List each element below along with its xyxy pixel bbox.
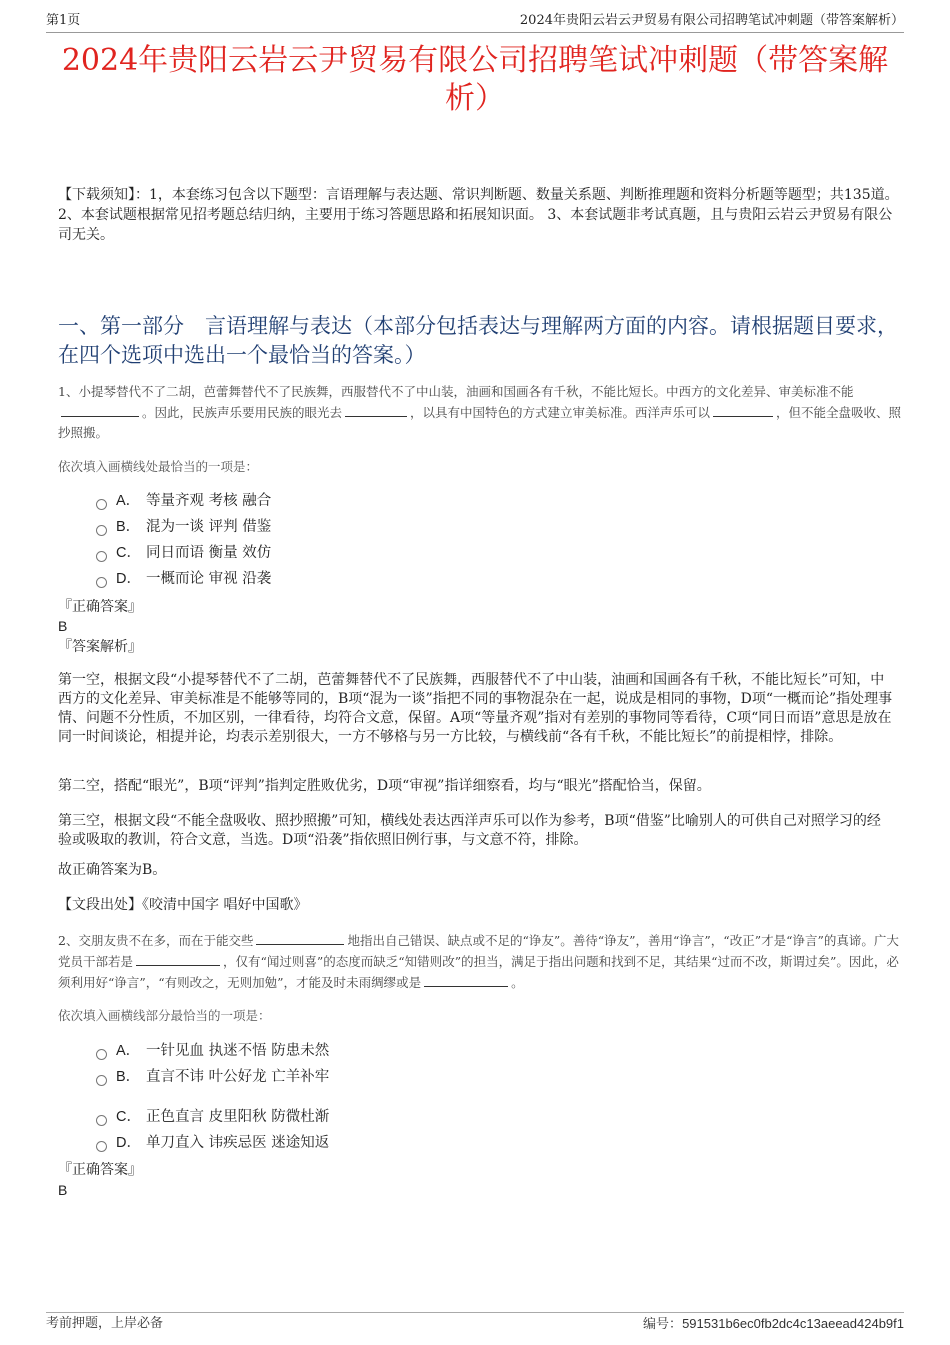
q1-analysis-para-4: 故正确答案为B。 <box>58 862 167 878</box>
option-letter: A． <box>116 493 141 509</box>
q2-stem-part-a: 2、交朋友贵不在多，而在于能交些 <box>58 933 254 948</box>
option-letter: A． <box>116 1043 141 1059</box>
q2-stem-part-d: 。 <box>511 975 524 990</box>
footer-code <box>643 1315 904 1334</box>
download-notice: 【下载须知】：1，本套练习包含以下题型：言语理解与表达题、常识判断题、数量关系题、判断推理题和资料分析题等题型；共135道。 2、本套试题根据常见招考题总结归纳，主要用于练习答题思路和拓展知识面。 3、本套试题非考试真题，且与贵阳云岩云尹贸易有限公司无关。 <box>58 187 899 243</box>
q1-source: 【文段出处】《咬清中国字 唱好中国歌》 <box>58 897 308 913</box>
option-text: 直言不讳 叶公好龙 亡羊补牢 <box>146 1069 330 1085</box>
q2-answer-label: 『正确答案』 <box>58 1162 142 1178</box>
section-title: 一、第一部分 言语理解与表达（本部分包括表达与理解两方面的内容。请根据题目要求，在四个选项中选出一个最恰当的答案。） <box>58 314 898 367</box>
radio-icon[interactable] <box>96 551 107 562</box>
q2-stem-part-b: 地指出自己错误、缺点或不足的“诤友”。善待“诤友”，善用“诤言”，“改正”才是“诤言”的真谛。广大党员干部若是 <box>58 933 899 969</box>
q1-stem-part-b: 。因此，民族声乐要用民族的眼光去 <box>142 405 343 420</box>
q2-option-a[interactable] <box>96 1041 329 1061</box>
option-text: 等量齐观 考核 融合 <box>146 493 272 509</box>
q1-option-d[interactable] <box>96 569 271 589</box>
question-2-stem <box>58 930 902 993</box>
q1-option-a[interactable] <box>96 491 271 511</box>
radio-icon[interactable] <box>96 499 107 510</box>
footer-code-value: 591531b6ec0fb2dc4c13aeead424b9f1 <box>682 1316 904 1331</box>
q2-option-d[interactable] <box>96 1133 329 1153</box>
q1-analysis-label: 『答案解析』 <box>58 639 142 655</box>
q1-option-b[interactable] <box>96 517 271 537</box>
q2-stem-part-c: ，仅有“闻过则喜”的态度而缺乏“知错则改”的担当，满足于指出问题和找到不足，其结果“过而不改，斯谓过矣”。因此，必须利用好“诤言”，“有则改之，无则加勉”，才能及时未雨绸缪或是 <box>58 954 899 990</box>
option-text: 正色直言 皮里阳秋 防微杜渐 <box>146 1109 330 1125</box>
page-number: 第1页 <box>46 13 81 28</box>
option-text: 单刀直入 讳疾忌医 迷途知返 <box>146 1135 330 1151</box>
q1-stem-part-c: ，以具有中国特色的方式建立审美标准。西洋声乐可以 <box>410 405 711 420</box>
page-footer <box>46 1312 904 1333</box>
option-letter: D． <box>116 1135 141 1151</box>
q1-analysis-para-3: 第三空，根据文段“不能全盘吸收、照抄照搬”可知，横线处表达西洋声乐可以作为参考，B项“借鉴”比喻别人的可供自己对照学习的经验或吸取的教训，符合文意，当选。D项“沿袭”指依照旧例行事，与文意不符，排除。 <box>58 813 881 848</box>
q1-stem-part-a: 1、小提琴替代不了二胡，芭蕾舞替代不了民族舞，西服替代不了中山装，油画和国画各有千秋，不能比短长。中西方的文化差异、审美标准不能 <box>58 384 854 399</box>
q1-option-c[interactable] <box>96 543 271 563</box>
page-header <box>46 12 904 33</box>
option-text: 混为一谈 评判 借鉴 <box>146 519 272 535</box>
header-doc-title: 2024年贵阳云岩云尹贸易有限公司招聘笔试冲刺题（带答案解析） <box>519 13 904 28</box>
radio-icon[interactable] <box>96 1141 107 1152</box>
footer-slogan: 考前押题，上岸必备 <box>46 1316 164 1331</box>
option-letter: D． <box>116 571 141 587</box>
q1-answer-label: 『正确答案』 <box>58 599 142 615</box>
q2-prompt: 依次填入画横线部分最恰当的一项是： <box>58 1008 271 1023</box>
radio-icon[interactable] <box>96 577 107 588</box>
q1-prompt: 依次填入画横线处最恰当的一项是： <box>58 459 259 474</box>
q1-blank-3 <box>713 402 773 417</box>
option-letter: B． <box>116 519 141 535</box>
radio-icon[interactable] <box>96 1115 107 1126</box>
option-text: 同日而语 衡量 效仿 <box>146 545 272 561</box>
footer-code-label: 编号： <box>643 1317 683 1332</box>
option-text: 一概而论 审视 沿袭 <box>146 571 272 587</box>
q1-blank-2 <box>345 402 407 417</box>
q2-blank-3 <box>424 972 508 987</box>
radio-icon[interactable] <box>96 525 107 536</box>
q2-blank-2 <box>136 951 220 966</box>
question-1-stem <box>58 382 902 443</box>
q2-option-c[interactable] <box>96 1107 329 1127</box>
radio-icon[interactable] <box>96 1075 107 1086</box>
q1-analysis-para-2: 第二空，搭配“眼光”，B项“评判”指判定胜败优劣，D项“审视”指详细察看，均与“眼光”搭配恰当，保留。 <box>58 778 711 794</box>
option-text: 一针见血 执迷不悟 防患未然 <box>146 1043 330 1059</box>
q2-answer: B <box>58 1182 68 1198</box>
option-letter: C． <box>116 1109 141 1125</box>
q1-answer: B <box>58 618 68 634</box>
option-letter: C． <box>116 545 141 561</box>
document-title: 2024年贵阳云岩云尹贸易有限公司招聘笔试冲刺题（带答案解析） <box>61 43 889 116</box>
q1-blank-1 <box>61 402 139 417</box>
option-letter: B． <box>116 1069 141 1085</box>
q2-option-b[interactable] <box>96 1067 329 1087</box>
q1-stem-part-d: ，但不能全盘吸收、照抄照搬。 <box>58 405 902 440</box>
q1-analysis-para-1: 第一空，根据文段“小提琴替代不了二胡，芭蕾舞替代不了民族舞，西服替代不了中山装，油画和国画各有千秋，不能比短长”可知，中西方的文化差异、审美标准是不能够等同的，B项“混为一谈”指把不同的事物混杂在一起，说成是相同的事物，D项“一概而论”指处理事情、问题不分性质，不加区别，一律看待，均符合文意，保留。A项“等量齐观”指对有差别的事物同等看待，C项“同日而语”意思是放在同一时间谈论，相提并论，均表示差别很大，一方不够格与另一方比较，与横线前“各有千秋，不能比短长”的前提相悖，排除。 <box>58 672 893 745</box>
q2-blank-1 <box>256 930 344 945</box>
radio-icon[interactable] <box>96 1049 107 1060</box>
